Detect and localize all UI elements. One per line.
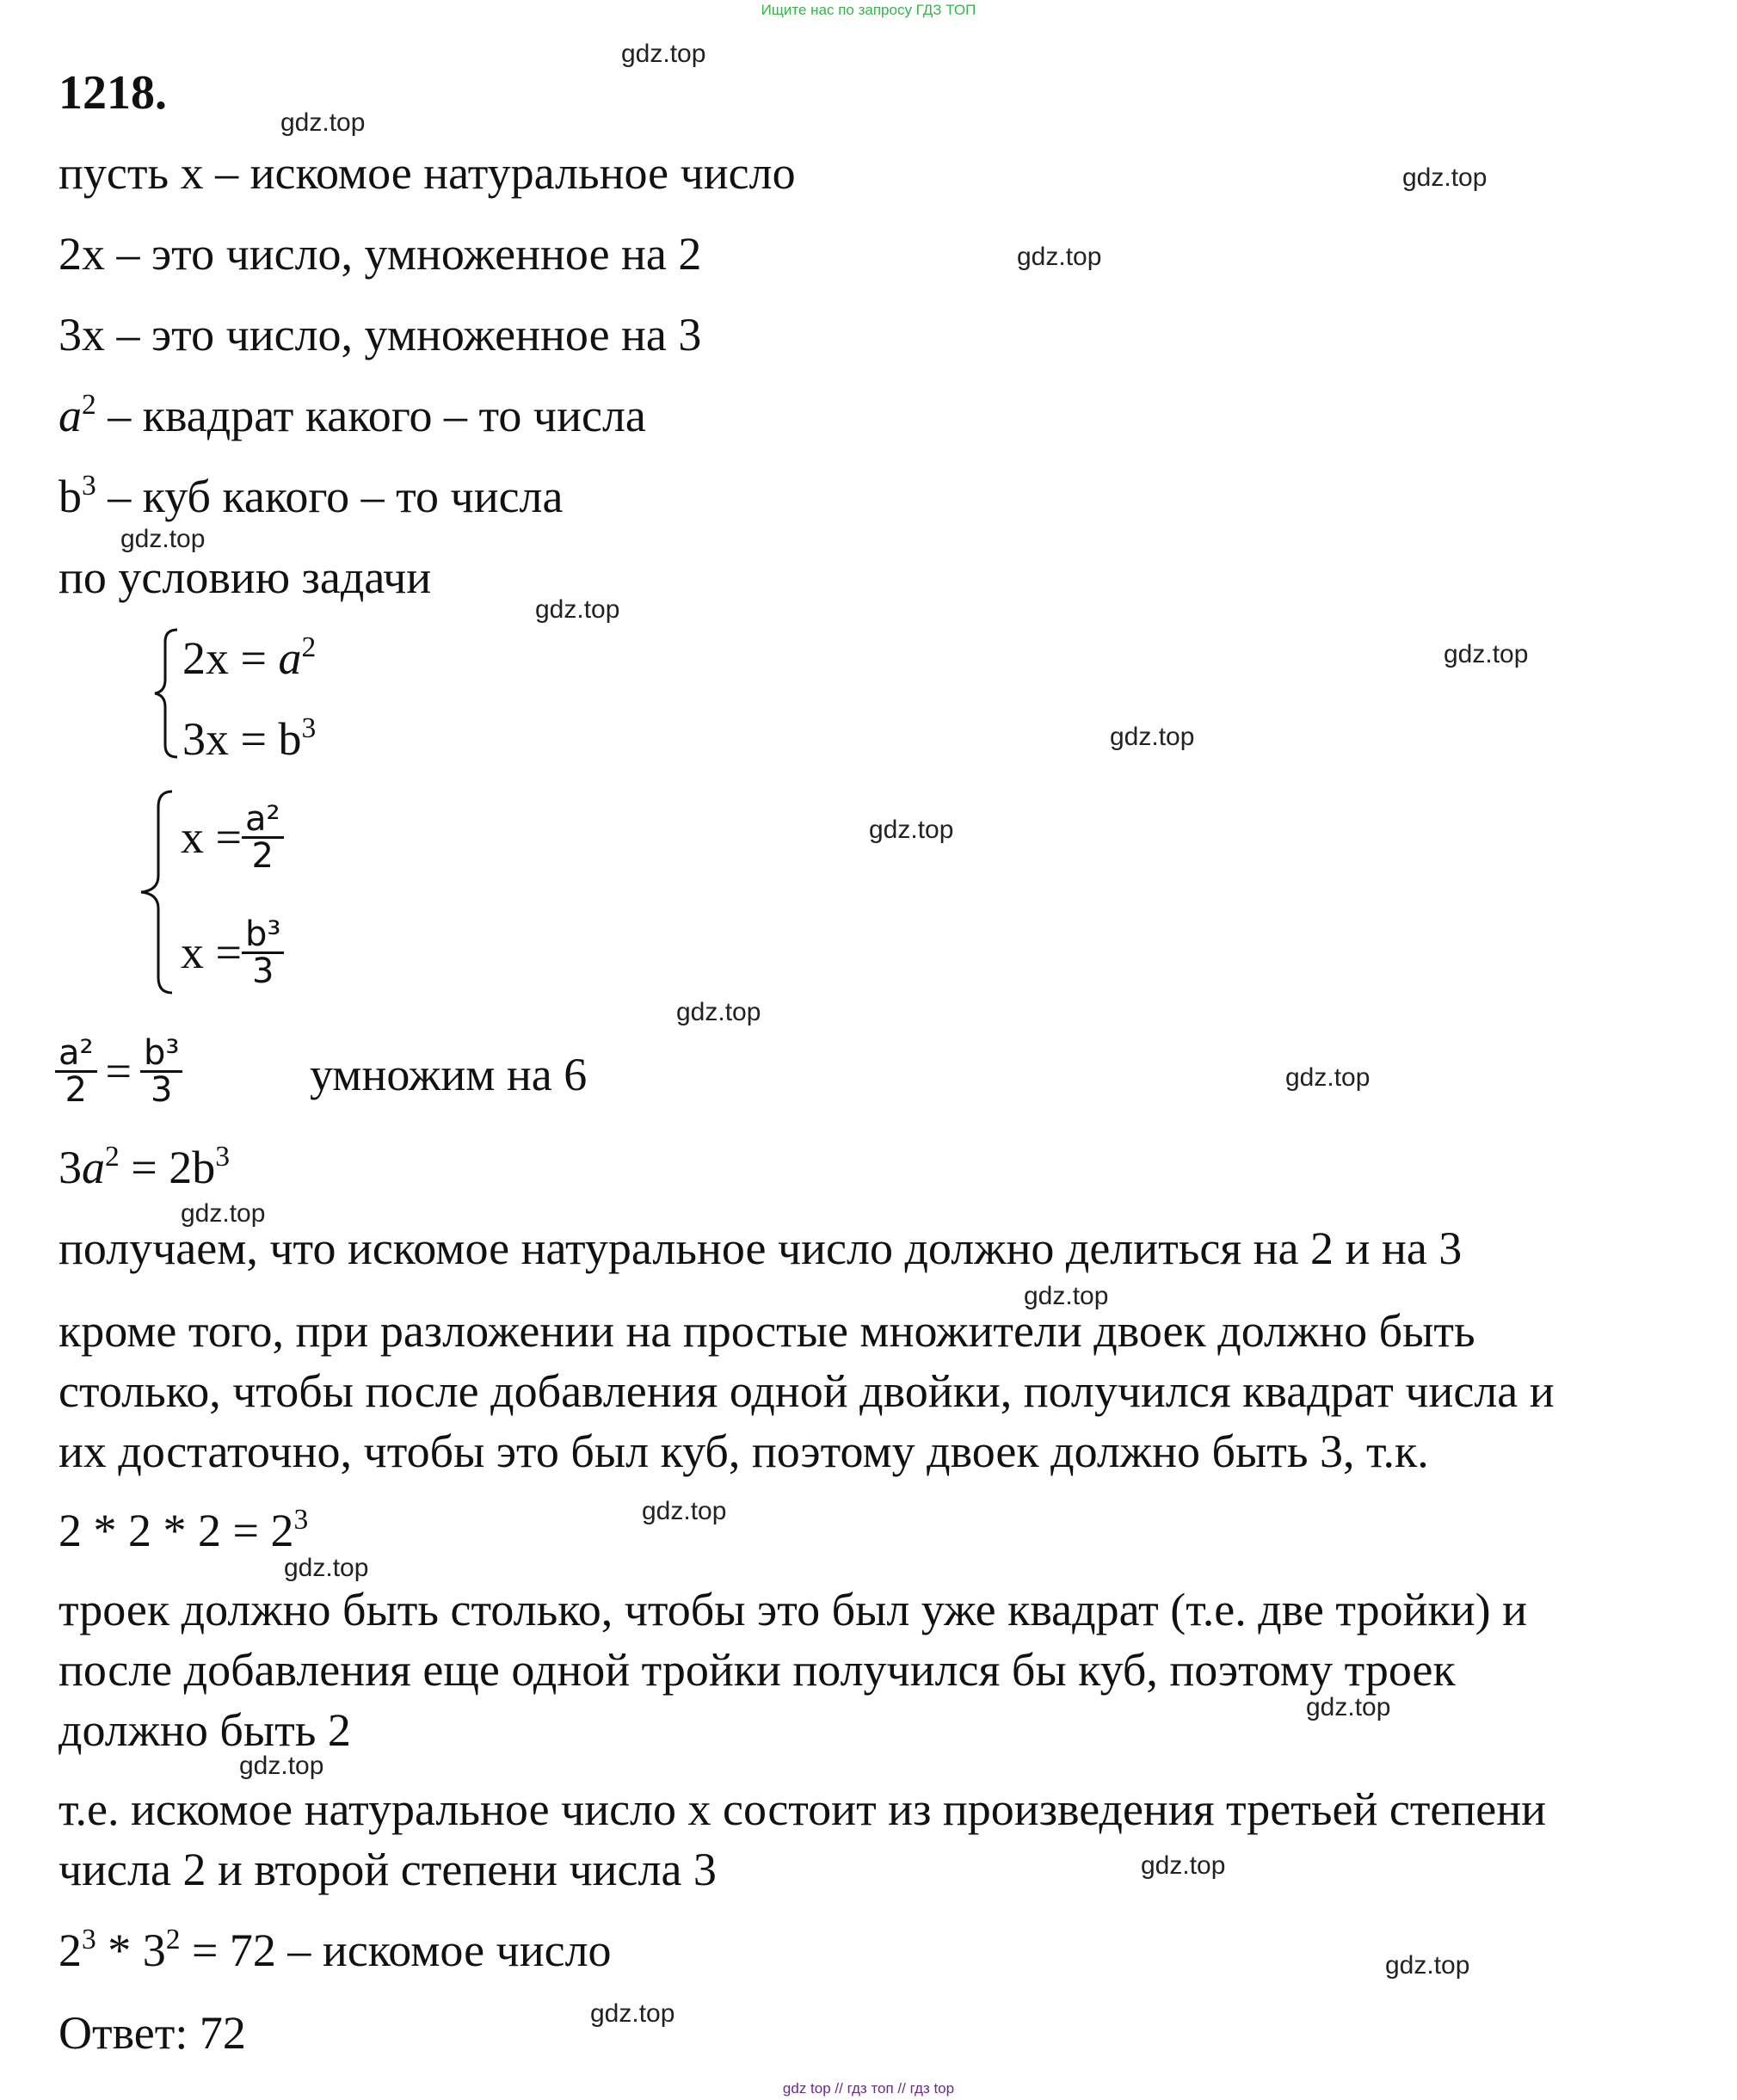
var-a: a (59, 390, 82, 441)
watermark: gdz.top (1306, 1693, 1391, 1721)
footer-watermark: gdz top // гдз топ // гдз top (782, 2080, 955, 2097)
watermark: gdz.top (284, 1554, 369, 1582)
watermark: gdz.top (1402, 163, 1488, 192)
multiply-note: умножим на 6 (310, 1049, 588, 1100)
equation-3: $2 * 2 * 2 = 2^3$ (59, 1503, 309, 1556)
paragraph-3-line-1: троек должно быть столько, чтобы это был уже квадрат (т.е. две тройки) и (59, 1584, 1528, 1635)
watermark: gdz.top (1017, 243, 1102, 271)
watermark: gdz.top (1110, 723, 1195, 751)
fraction-right: $\frac{\text{b³}}{3}$ (140, 1036, 182, 1107)
watermark: gdz.top (1385, 1951, 1470, 1980)
text-line-3: 3x – это число, умноженное на 3 (59, 309, 702, 360)
watermark: gdz.top (621, 40, 706, 68)
system2-eq1: x = $\frac{\text{a²}}{2}$ (181, 790, 284, 884)
paragraph-1: получаем, что искомое натуральное число должно делиться на 2 и на 3 (59, 1222, 1463, 1274)
fraction: $\frac{\text{b³}}{3}$ (242, 917, 284, 988)
text-line-1: пусть x – искомое натуральное число (59, 147, 796, 199)
watermark: gdz.top (676, 998, 761, 1026)
equation-2: $3a^2 = 2b^3$ (59, 1140, 230, 1193)
watermark: gdz.top (642, 1497, 727, 1525)
problem-number: 1218. (59, 66, 167, 120)
text-line-6: по условию задачи (59, 551, 432, 603)
watermark: gdz.top (280, 108, 366, 137)
paragraph-4-line-2: числа 2 и второй степени числа 3 (59, 1844, 717, 1895)
answer: Ответ: 72 (59, 2007, 246, 2059)
watermark: gdz.top (181, 1199, 266, 1228)
equation-4: $2^3 * 3^2 = 72$ – искомое число (59, 1923, 612, 1976)
system1-eq1: $2x = a^2$ (182, 631, 317, 684)
text-line-5 (59, 469, 564, 522)
paragraph-2-line-3: их достаточно, чтобы это был куб, поэтому двоек должно быть 3, т.к. (59, 1426, 1429, 1477)
fraction-equation: $\frac{\text{a²}}{2}$ = $\frac{\text{b³}}{3}$ (55, 1024, 182, 1118)
system-brace-2 (138, 790, 176, 995)
paragraph-3-line-3: должно быть 2 (59, 1704, 351, 1756)
watermark: gdz.top (590, 1999, 675, 2028)
exponent: 3 (82, 469, 96, 502)
system2-eq2: x = $\frac{\text{b³}}{3}$ (181, 905, 284, 1000)
top-banner: Ищите нас по запросу ГДЗ ТОП (761, 2, 976, 18)
paragraph-2-line-1: кроме того, при разложении на простые множители двоек должно быть (59, 1305, 1475, 1357)
watermark: gdz.top (535, 595, 620, 624)
paragraph-3-line-2: после добавления еще одной тройки получился бы куб, поэтому троек (59, 1644, 1456, 1696)
watermark: gdz.top (120, 525, 206, 553)
text-line-2: 2x – это число, умноженное на 2 (59, 228, 702, 280)
watermark: gdz.top (1141, 1851, 1226, 1880)
line-text: – куб какого – то числа (95, 471, 564, 522)
line-text: – квадрат какого – то числа (95, 390, 646, 441)
paragraph-4-line-1: т.е. искомое натуральное число x состоит из произведения третьей степени (59, 1783, 1547, 1835)
text-line-4 (59, 388, 646, 441)
var-b: b (59, 471, 82, 522)
watermark: gdz.top (1444, 640, 1529, 668)
system-brace-1 (153, 628, 181, 759)
watermark: gdz.top (1024, 1282, 1109, 1310)
fraction-left: $\frac{\text{a²}}{2}$ (55, 1036, 97, 1107)
fraction: $\frac{\text{a²}}{2}$ (242, 802, 284, 873)
paragraph-2-line-2: столько, чтобы после добавления одной двойки, получился квадрат числа и (59, 1365, 1555, 1417)
watermark: gdz.top (1285, 1063, 1371, 1092)
watermark: gdz.top (869, 816, 954, 844)
exponent: 2 (82, 388, 96, 421)
system1-eq2: $3x = b^3$ (182, 711, 317, 765)
watermark: gdz.top (239, 1752, 324, 1780)
